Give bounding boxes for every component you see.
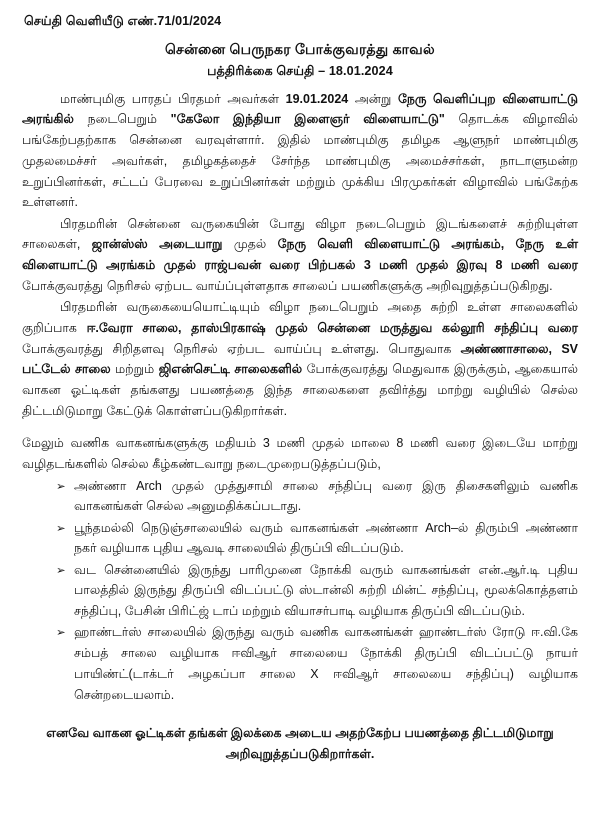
diversion-rules-list — [22, 476, 578, 706]
p3-seg-4: போக்குவரத்து மெதுவாக இருக்கும், ஆகையால் வாகன ஓட்டிகள் தங்களது பயணத்தை இந்த சாலைகளை தவிர்த்து மாற்று வழியில் செல்ல திட்டமிடுமாறு கேட்டுக் கொள்ளப்படுகிறார்கள். — [22, 362, 578, 418]
rule-text: வட சென்னையில் இருந்து பாரிமுனை நோக்கி வரும் வாகனங்கள் என்.ஆர்.டி புதிய பாலத்தில் இருந்து திருப்பி விடப்பட்டு ஸ்டான்லி சுற்றி மின்ட் சந்திப்பு, மூலக்கொத்தளம் சந்திப்பு, பேசின் பிரிட்ஜ் டாப் மற்றும் வியாசர்பாடி வழியாக திருப்பி விடப்படும். — [74, 562, 578, 619]
arrow-bullet-icon: ➢ — [56, 478, 66, 493]
p2-seg-1: பிரதமரின் சென்னை வருகையின் போது விழா நடைபெறும் இடங்களைச் சுற்றியுள்ள சாலைகள், — [22, 216, 578, 252]
release-number: செய்தி வெளியீடு எண்.71/01/2024 — [24, 14, 222, 28]
p2-road-bold: ஜான்ஸ்ஸ் அடையாறு — [91, 237, 223, 252]
paragraph-3 — [22, 297, 578, 422]
paragraph-1 — [22, 89, 578, 214]
page-title: சென்னை பெருநகர போக்குவரத்து காவல் — [164, 42, 436, 59]
p1-seg-2: அன்று — [348, 91, 398, 106]
p2-seg-2: முதல் — [222, 237, 278, 252]
paragraph-2 — [22, 214, 578, 297]
p1-seg-3: நடைபெறும் — [73, 112, 171, 127]
p3-road-bold-1: ஈ.வேரா சாலை, தாஸ்பிரகாஷ் முதல் சென்னை மருத்துவ கல்லூரி சந்திப்பு வரை — [86, 320, 579, 335]
list-item — [56, 622, 578, 705]
p1-seg-1: மாண்புமிகு பாரதப் பிரதமர் அவர்கள் — [60, 91, 286, 106]
p1-date-bold: 19.01.2024 — [285, 91, 349, 106]
page-subtitle: பத்திரிக்கை செய்தி – 18.01.2024 — [207, 64, 393, 79]
closing-statement: எனவே வாகன ஓட்டிகள் தங்கள் இலக்கை அடைய அதற்கேற்ப பயணத்தை திட்டமிடுமாறு அறிவுறுத்தப்படுகிறார்கள். — [46, 726, 554, 761]
rule-text: ஹாண்டர்ஸ் சாலையில் இருந்து வரும் வணிக வாகனங்கள் ஹாண்டர்ஸ் ரோடு ஈ.வி.கே சம்பத் சாலை வழியாக ஈவிஆர் சாலையை நோக்கி திருப்பி விடப்பட்டு நாயர் பாயிண்ட்(டாக்டர் அழகப்பா சாலை X ஈவிஆர் சாலையை சந்திப்பு) வழியாக சென்றடையலாம். — [74, 625, 578, 702]
list-item — [56, 476, 578, 518]
list-item — [56, 560, 578, 622]
rule-text: அண்ணா Arch முதல் முத்துசாமி சாலை சந்திப்பு வரை இரு திசைகளிலும் வணிக வாகனங்கள் செல்ல அனுமதிக்கப்படாது. — [74, 478, 578, 514]
paragraph-spacer — [22, 422, 578, 433]
arrow-bullet-icon: ➢ — [56, 520, 66, 535]
p3-seg-1: பிரதமரின் வருகையையொட்டியும் விழா நடைபெறும் அதை சுற்றி உள்ள சாலைகளில் குறிப்பாக — [22, 300, 578, 335]
p3-road-bold-2: அண்ணாசாலை, SV பட்டேல் சாலை — [22, 341, 578, 377]
p1-venue-bold: நேரு வெளிப்புற விளையாட்டு அரங்கில் — [22, 91, 578, 127]
p1-seg-4: தொடக்க விழாவில் பங்கேற்பதற்காக சென்னை வரவுள்ளார். இதில் மாண்புமிகு தமிழக ஆளுநர் மாண்புமிகு முதலமைச்சர் அவர்கள், தமிழகத்தைச் சேர்ந்த மாண்புமிகு அமைச்சர்கள், நாடாளுமன்ற உறுப்பினர்கள், சட்டப் பேரவை உறுப்பினர்கள் மற்றும் முக்கிய பிரமுகர்கள் விழாவில் பங்கேற்க உள்ளனர். — [22, 112, 578, 210]
list-item — [56, 518, 578, 560]
p2-seg-3: போக்குவரத்து நெரிசல் ஏற்பட வாய்ப்புள்ளதாக சாலைப் பயணிகளுக்கு அறிவுறுத்தப்படுகிறது. — [22, 278, 553, 293]
title-block — [22, 39, 578, 82]
p3-road-bold-3: ஜிஎன்செட்டி சாலைகளில் — [158, 362, 303, 377]
p4-seg-1: மேலும் வணிக வாகனங்களுக்கு மதியம் 3 மணி முதல் மாலை 8 மணி வரை இடையே மாற்று வழிதடங்களில் செல்ல கீழ்கண்டவாறு நடைமுறைபடுத்தப்படும், — [22, 436, 578, 471]
p3-seg-2: போக்குவரத்து சிறிதளவு நெரிசல் ஏற்பட வாய்ப்பு உள்ளது. பொதுவாக — [22, 341, 461, 356]
p2-route-time-bold: நேரு வெளி விளையாட்டு அரங்கம், நேரு உள் விளையாட்டு அரங்கம் முதல் ராஜ்பவன் வரை பிற்பகல் 3 மணி முதல் இரவு 8 மணி வரை — [22, 237, 579, 273]
p3-seg-3: மற்றும் — [110, 362, 159, 377]
p1-event-bold: "கேலோ இந்தியா இளைஞர் விளையாட்டு" — [170, 112, 445, 127]
arrow-bullet-icon: ➢ — [56, 562, 66, 577]
rule-text: பூந்தமல்லி நெடுஞ்சாலையில் வரும் வாகனங்கள் அண்ணா Arch–ல் திரும்பி அண்ணா நகர் வழியாக புதிய ஆவடி சாலையில் திருப்பி விடப்படும். — [74, 520, 578, 556]
arrow-bullet-icon: ➢ — [56, 625, 66, 640]
paragraph-4 — [22, 433, 578, 475]
